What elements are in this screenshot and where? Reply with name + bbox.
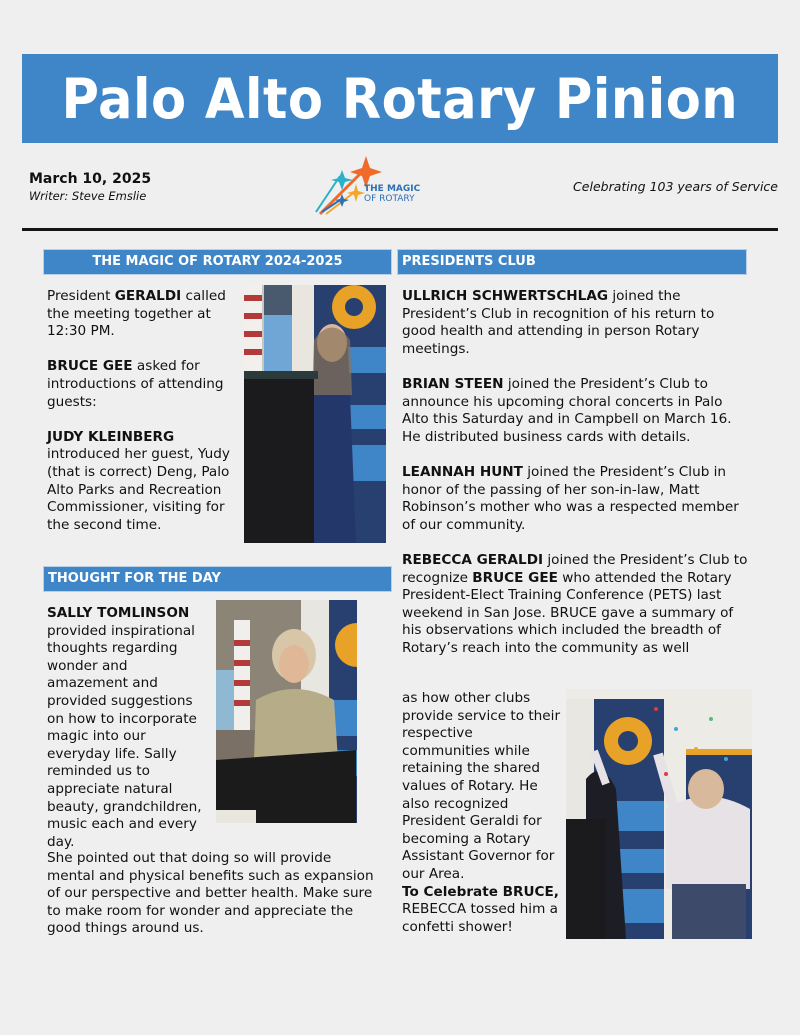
presidents-section-text-wrap [402, 690, 562, 936]
logo-line-1: THE MAGIC [364, 184, 421, 194]
section-heading-magic: THE MAGIC OF ROTARY 2024-2025 [44, 250, 391, 274]
masthead-banner [22, 54, 778, 143]
paragraph: BRUCE GEE asked for introductions of attending guests: [47, 358, 224, 410]
logo-line-2: OF ROTARY [364, 194, 415, 204]
paragraph: SALLY TOMLINSON provided inspirational thoughts regarding wonder and amazement and provided suggestions on how to incorporate magic into our everyday life. Sally reminded us to appreciate natural beauty, grandchildren, music each and every day. [47, 605, 202, 850]
paragraph: She pointed out that doing so will provide mental and physical benefits such as expansion of our perspective and better health. Make sure to make room for wonder and appreciate the good things around us. [47, 850, 374, 937]
section-heading-thought: THOUGHT FOR THE DAY [44, 567, 391, 591]
thought-section-text [47, 605, 212, 851]
paragraph: REBECCA GERALDI joined the President’s Club to recognize BRUCE GEE who attended the Rotary President-Elect Training Conference (PETS) last weekend in San Jose. BRUCE gave a summary of his observations which included the breadth of Rotary’s reach into the community as well [402, 551, 748, 656]
header-divider [22, 228, 778, 231]
paragraph: President GERALDI called the meeting together at 12:30 PM. [47, 288, 226, 340]
newsletter-title: Palo Alto Rotary Pinion [61, 66, 739, 131]
paragraph: BRIAN STEEN joined the President’s Club to announce his upcoming choral concerts in Palo Alto this Saturday and in Campbell on March 16. He distributed business cards with details. [402, 375, 732, 445]
sally-speaking-photo [216, 600, 357, 823]
issue-date: March 10, 2025 [29, 171, 152, 187]
paragraph: as how other clubs provide service to their respective communities while retaining the shared values of Rotary. He also recognized President Geraldi for becoming a Rotary Assistant Governor for our Area. To Celebrate BRUCE, REBECCA tossed him a confetti shower! [402, 690, 561, 935]
magic-section-text [47, 288, 237, 552]
thought-section-text-continued [47, 850, 377, 938]
section-heading-presidents: PRESIDENTS CLUB [398, 250, 746, 274]
logo-wordmark [364, 184, 420, 204]
tagline: Celebrating 103 years of Service [573, 179, 778, 194]
writer-credit: Writer: Steve Emslie [29, 189, 147, 203]
paragraph: JUDY KLEINBERG introduced her guest, Yudy (that is correct) Deng, Palo Alto Parks and Recreation Commissioner, visiting for the second time. [47, 428, 230, 533]
paragraph: LEANNAH HUNT joined the President’s Club in honor of the passing of her son-in-law, Matt Robinson’s mother who was a respected member of our community. [402, 463, 739, 533]
presidents-section-text [402, 288, 750, 657]
woman-speaking-at-podium-photo [244, 285, 386, 543]
confetti-celebration-photo [566, 689, 752, 939]
paragraph: ULLRICH SCHWERTSCHLAG joined the President’s Club in recognition of his return to good health and attending in person Rotary meetings. [402, 288, 715, 357]
